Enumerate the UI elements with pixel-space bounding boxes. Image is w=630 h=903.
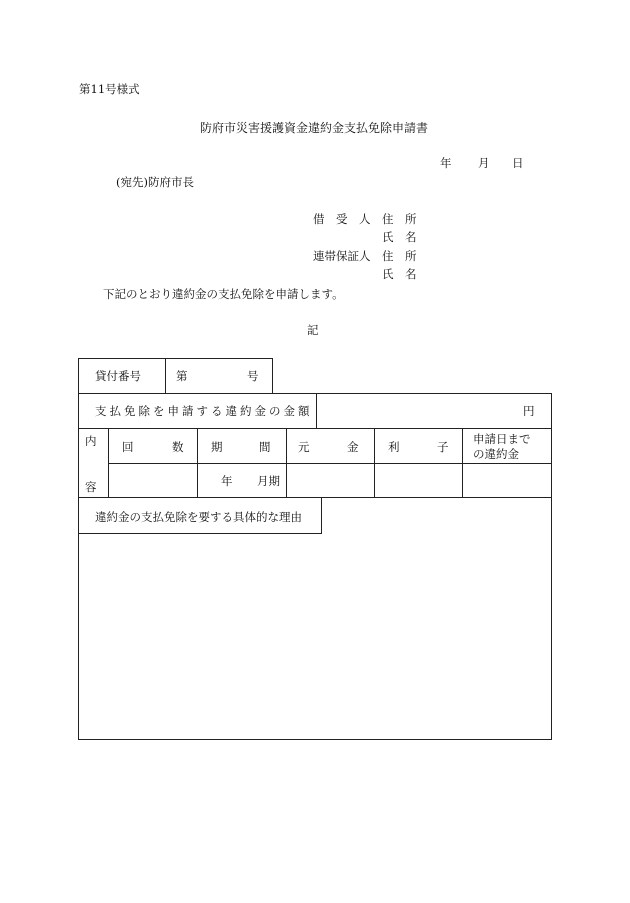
amount-label: 支払免除を申請する違約金の金額	[95, 404, 313, 418]
content-mid-line	[108, 463, 552, 464]
date-month: 月	[478, 156, 490, 170]
header-period-b: 間	[259, 440, 271, 454]
addressee: (宛先)防府市長	[116, 175, 194, 189]
guarantor-address-label: 住 所	[382, 249, 417, 263]
amount-divider	[316, 393, 317, 429]
header-interest-b: 子	[437, 440, 449, 454]
request-sentence: 下記のとおり違約金の支払免除を申請します。	[103, 287, 344, 301]
borrower-address-label: 住 所	[382, 212, 417, 226]
header-times-a: 回	[122, 440, 134, 454]
content-col-3	[286, 428, 287, 497]
reason-label-bottom-edge	[78, 533, 322, 534]
date-year: 年	[440, 156, 452, 170]
date-day: 日	[512, 156, 524, 170]
reason-label-right-edge	[321, 497, 322, 534]
header-principal-a: 元	[298, 440, 310, 454]
header-principal-b: 金	[347, 440, 359, 454]
content-col-4	[374, 428, 375, 497]
period-year-label: 年	[221, 474, 233, 488]
reason-label: 違約金の支払免除を要する具体的な理由	[95, 510, 302, 524]
content-col-5	[462, 428, 463, 497]
header-period-a: 期	[211, 440, 223, 454]
borrower-name-label: 氏 名	[382, 230, 417, 244]
content-label-bottom: 容	[85, 480, 97, 494]
guarantor-label: 連帯保証人	[313, 249, 371, 263]
ki-label: 記	[307, 323, 319, 337]
content-col-2	[197, 428, 198, 497]
content-bottom-line	[78, 497, 552, 498]
amount-bottom-line	[78, 428, 552, 429]
content-col-1	[108, 428, 109, 497]
period-month-label: 月期	[257, 474, 280, 488]
loan-go-label: 号	[247, 369, 259, 383]
loan-number-label: 貸付番号	[95, 369, 141, 383]
guarantor-name-label: 氏 名	[382, 267, 417, 281]
yen-label: 円	[523, 404, 535, 418]
loan-number-divider	[165, 358, 166, 394]
header-until-line1: 申請日まで	[473, 432, 531, 446]
content-label-top: 内	[85, 434, 97, 448]
header-times-b: 数	[172, 440, 184, 454]
form-number: 第11号様式	[79, 82, 140, 96]
loan-dai-label: 第	[176, 369, 188, 383]
document-title: 防府市災害援護資金違約金支払免除申請書	[200, 121, 429, 135]
header-until-line2: の違約金	[473, 447, 519, 461]
borrower-label: 借 受 人	[313, 212, 371, 226]
header-interest-a: 利	[388, 440, 400, 454]
